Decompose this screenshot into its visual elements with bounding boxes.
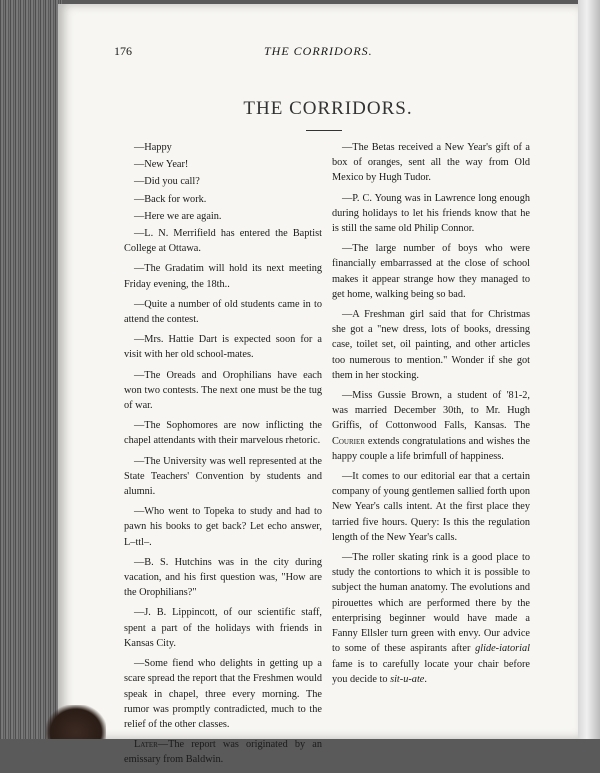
right-column	[332, 140, 530, 692]
paragraph: —P. C. Young was in Lawrence long enough during holidays to let his friends know that he is still the same old Philip Connor.	[332, 192, 530, 235]
paragraph: —New Year!	[134, 159, 189, 171]
later-label: Later	[134, 739, 158, 751]
section-title: THE CORRIDORS.	[243, 98, 413, 119]
paragraph: —The large number of boys who were financially embarrassed at the close of school makes it appear strange how they managed to get home, walking being so bad.	[332, 243, 530, 300]
paragraph: —L. N. Merrifield has entered the Baptist College at Ottawa.	[124, 228, 322, 255]
paragraph: —Happy	[134, 142, 172, 153]
skating-paragraph	[332, 550, 530, 687]
brown-text-end: extends congratulations and wishes the happy couple a life brimfull of happiness.	[332, 435, 530, 462]
paragraph: —Who went to Topeka to study and had to pawn his books to get back? Let echo answer, L–ttl–.	[124, 506, 322, 548]
paragraph: —The Oreads and Orophilians have each won two contests. The next one must be the tug of war.	[124, 369, 322, 412]
skating-text-middle: fame is to carefully locate your chair before you decide to	[332, 658, 530, 685]
sit-word: sit-u-ate	[390, 673, 425, 685]
paragraph: —The Sophomores are now inflicting the chapel attendants with their marvelous rhetoric.	[124, 420, 322, 447]
title-rule	[306, 130, 342, 131]
skating-text-end: .	[424, 673, 427, 685]
paragraph: —Mrs. Hattie Dart is expected soon for a visit with her old school-mates.	[124, 334, 322, 361]
left-column	[124, 140, 322, 773]
brown-paragraph	[332, 388, 530, 464]
paragraph: —It comes to our editorial ear that a certain company of young gentlemen sallied forth upon New Year's calls intent. At the first place they tarried five hours. Query: Is this the regulation length of the New Year's calls.	[332, 471, 530, 543]
thumb	[46, 705, 106, 739]
glide-word: glide-iatorial	[475, 643, 531, 655]
running-title: THE CORRIDORS.	[264, 44, 373, 58]
later-paragraph	[124, 737, 322, 767]
book-page-edges	[0, 0, 62, 739]
later-text: —The report was originated by an emissary from Baldwin.	[124, 739, 322, 766]
paragraph: —B. S. Hutchins was in the city during vacation, and his first question was, "How are the Orophilians?"	[124, 556, 322, 599]
paragraph: —A Freshman girl said that for Christmas she got a "new dress, lots of books, dressing case, toilet set, oil painting, and other articles too numerous to mention." Wonder if she got them in her stocking.	[332, 309, 530, 381]
brown-text-start: —Miss Gussie Brown, a student of '81-2, was married December 30th, to Mr. Hugh Griffis, of Cottonwood Falls, Kansas. The	[332, 390, 530, 432]
paragraph: —Did you call?	[134, 176, 200, 188]
paragraph: —The University was well represented at the State Teachers' Convention by students and alumni.	[124, 455, 322, 498]
paragraph: —The Betas received a New Year's gift of a box of oranges, sent all the way from Old Mexico by Hugh Tudor.	[332, 142, 530, 184]
book-page	[58, 4, 578, 766]
paragraph: —J. B. Lippincott, of our scientific staff, spent a part of the holidays with friends in Kansas City.	[124, 607, 322, 649]
paragraph: —The Gradatim will hold its next meeting Friday evening, the 18th..	[124, 263, 322, 290]
paragraph: —Quite a number of old students came in to attend the contest.	[124, 298, 322, 326]
courier-name: Courier	[332, 435, 365, 447]
paragraph: —Some fiend who delights in getting up a scare spread the report that the Freshmen would speak in chapel, three every morning. The rumor was promptly contradicted, much to the relief of the other classes.	[124, 658, 322, 730]
paragraph: —Back for work.	[134, 193, 207, 205]
page-number: 176	[114, 44, 132, 58]
paragraph: —Here we are again.	[134, 210, 222, 222]
skating-text-start: —The roller skating rink is a good place to study the contortions to which it is possible to subject the human anatomy. The evolutions and pirouettes which are performed there by the enterprising beginner would have made a Fanny Ellsler turn green with envy. Our advice to some of these aspirants after	[332, 552, 530, 655]
